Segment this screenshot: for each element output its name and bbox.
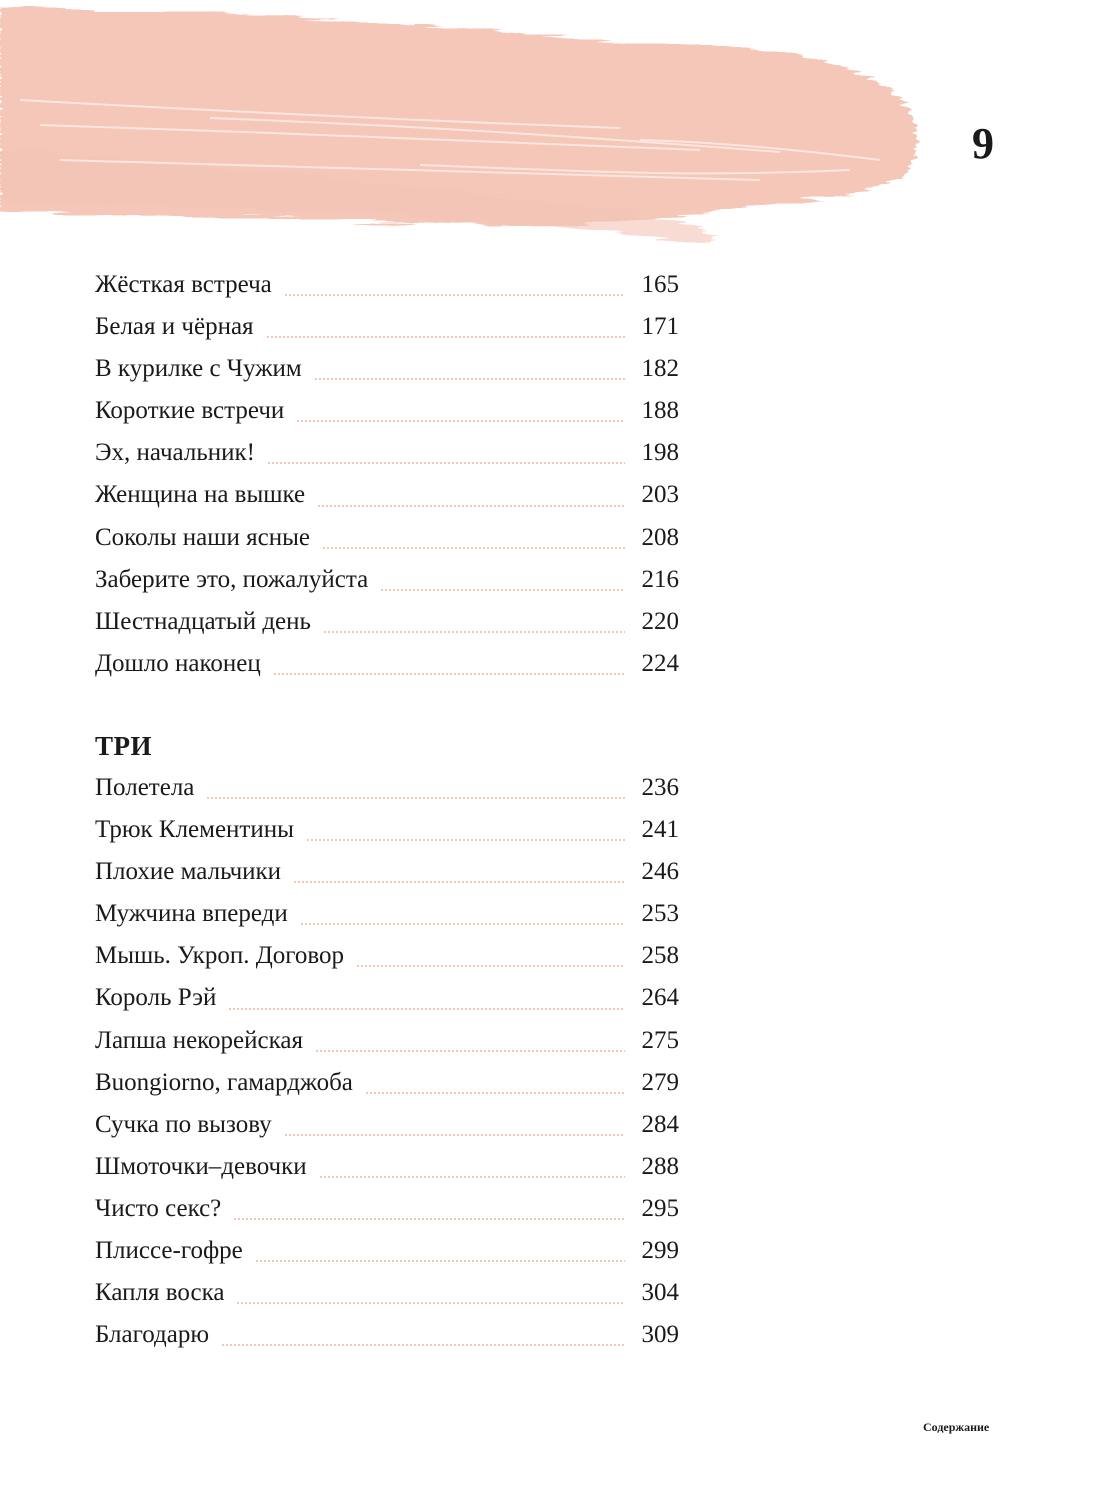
dot-leader xyxy=(356,965,625,967)
toc-entry[interactable] xyxy=(95,1146,679,1188)
toc-entry-page: 246 xyxy=(641,858,679,886)
toc-entry-title: Дошло наконец xyxy=(95,649,261,677)
toc-entry-title: Соколы наши ясные xyxy=(95,523,310,551)
toc-entry-page: 304 xyxy=(641,1279,679,1307)
toc-entry-page: 309 xyxy=(641,1321,679,1349)
toc-entry-page: 241 xyxy=(641,816,679,844)
dot-leader xyxy=(228,1008,625,1010)
toc-entry-page: 295 xyxy=(641,1194,679,1222)
toc-entry[interactable] xyxy=(95,1104,679,1146)
dot-leader xyxy=(221,1344,625,1346)
toc-entry[interactable] xyxy=(95,390,679,432)
toc-entry-title: Buongiorno, гамарджоба xyxy=(95,1068,353,1096)
dot-leader xyxy=(266,336,625,338)
dot-leader xyxy=(284,1134,625,1136)
brushstroke-decoration xyxy=(0,0,960,250)
toc-entry-page: 224 xyxy=(641,649,679,677)
dot-leader xyxy=(317,505,625,507)
toc-entry[interactable] xyxy=(95,643,679,685)
dot-leader xyxy=(319,1176,625,1178)
toc-entry-title: Полетела xyxy=(95,773,195,801)
toc-entry-page: 288 xyxy=(641,1152,679,1180)
toc-entry[interactable] xyxy=(95,893,679,935)
toc-entry-page: 171 xyxy=(641,313,679,341)
toc-entry-title: Белая и чёрная xyxy=(95,313,254,341)
toc-entry-page: 182 xyxy=(641,355,679,383)
dot-leader xyxy=(206,797,625,799)
toc-entry-title: Короткие встречи xyxy=(95,397,285,425)
toc-entry-page: 299 xyxy=(641,1236,679,1264)
toc-entry-title: Жёсткая встреча xyxy=(95,271,272,298)
dot-leader xyxy=(306,839,625,841)
toc-entry-title: Чисто секс? xyxy=(95,1194,222,1222)
toc-entry[interactable] xyxy=(95,517,679,559)
toc-entry-page: 220 xyxy=(641,607,679,635)
toc-entry-title: Капля воска xyxy=(95,1279,225,1307)
dot-leader xyxy=(284,294,625,296)
toc-entry[interactable] xyxy=(95,474,679,516)
toc-entry-page: 275 xyxy=(641,1026,679,1054)
toc-entry[interactable] xyxy=(95,264,679,306)
toc-entry-page: 208 xyxy=(641,523,679,551)
toc-entry-page: 198 xyxy=(641,439,679,467)
toc-entry[interactable] xyxy=(95,1314,679,1356)
toc-entry[interactable] xyxy=(95,601,679,643)
dot-leader xyxy=(296,420,625,422)
dot-leader xyxy=(293,881,625,883)
dot-leader xyxy=(255,1260,625,1262)
toc-entry-title: Благодарю xyxy=(95,1321,210,1349)
toc-entry[interactable] xyxy=(95,977,679,1019)
toc-entry-title: Мужчина впереди xyxy=(95,900,288,928)
dot-leader xyxy=(236,1302,625,1304)
toc-entry-page: 236 xyxy=(641,773,679,801)
dot-leader xyxy=(322,547,625,549)
toc-entry-page: 188 xyxy=(641,397,679,425)
toc-entry[interactable] xyxy=(95,851,679,893)
toc-entry[interactable] xyxy=(95,559,679,601)
toc-entry-page: 264 xyxy=(641,984,679,1012)
toc-entry-title: Женщина на вышке xyxy=(95,481,306,509)
toc-entry[interactable] xyxy=(95,767,679,809)
dot-leader xyxy=(365,1092,625,1094)
part-heading: ТРИ xyxy=(95,730,153,761)
dot-leader xyxy=(380,589,625,591)
toc-entry-title: Плиссе-гофре xyxy=(95,1236,243,1264)
toc-entry-title: Сучка по вызову xyxy=(95,1110,272,1138)
toc-section-continued xyxy=(95,264,679,685)
running-footer: Содержание xyxy=(923,1420,990,1434)
toc-entry-page: 279 xyxy=(641,1068,679,1096)
toc-entry[interactable] xyxy=(95,1272,679,1314)
page-number: 9 xyxy=(972,119,994,168)
dot-leader xyxy=(273,673,625,675)
toc-entry[interactable] xyxy=(95,348,679,390)
dot-leader xyxy=(323,631,625,633)
table-of-contents xyxy=(95,264,679,1356)
dot-leader xyxy=(315,1050,625,1052)
toc-entry[interactable] xyxy=(95,809,679,851)
toc-entry-title: Шестнадцатый день xyxy=(95,607,311,635)
toc-entry[interactable] xyxy=(95,1188,679,1230)
toc-entry-title: Плохие мальчики xyxy=(95,858,282,886)
toc-entry-title: Мышь. Укроп. Договор xyxy=(95,942,345,970)
toc-entry-title: Шмоточки–девочки xyxy=(95,1152,307,1180)
toc-entry-page: 284 xyxy=(641,1110,679,1138)
toc-entry[interactable] xyxy=(95,1062,679,1104)
toc-entry[interactable] xyxy=(95,306,679,348)
toc-entry[interactable] xyxy=(95,432,679,474)
toc-entry-page: 216 xyxy=(641,565,679,593)
dot-leader xyxy=(300,923,625,925)
dot-leader xyxy=(267,462,625,464)
toc-entry-page: 253 xyxy=(641,900,679,928)
toc-entry-page: 258 xyxy=(641,942,679,970)
toc-part-three xyxy=(95,767,679,1356)
toc-entry-title: Эх, начальник! xyxy=(95,439,255,467)
dot-leader xyxy=(233,1218,625,1220)
toc-entry[interactable] xyxy=(95,935,679,977)
toc-entry-title: В курилке с Чужим xyxy=(95,355,302,383)
toc-entry[interactable] xyxy=(95,1020,679,1062)
toc-entry-title: Лапша некорейская xyxy=(95,1026,303,1054)
toc-entry-page: 203 xyxy=(641,481,679,509)
toc-entry-page: 165 xyxy=(641,271,679,298)
toc-entry-title: Трюк Клементины xyxy=(95,816,294,844)
toc-entry-title: Заберите это, пожалуйста xyxy=(95,565,369,593)
dot-leader xyxy=(314,378,625,380)
toc-entry-title: Король Рэй xyxy=(95,984,217,1012)
toc-entry[interactable] xyxy=(95,1230,679,1272)
